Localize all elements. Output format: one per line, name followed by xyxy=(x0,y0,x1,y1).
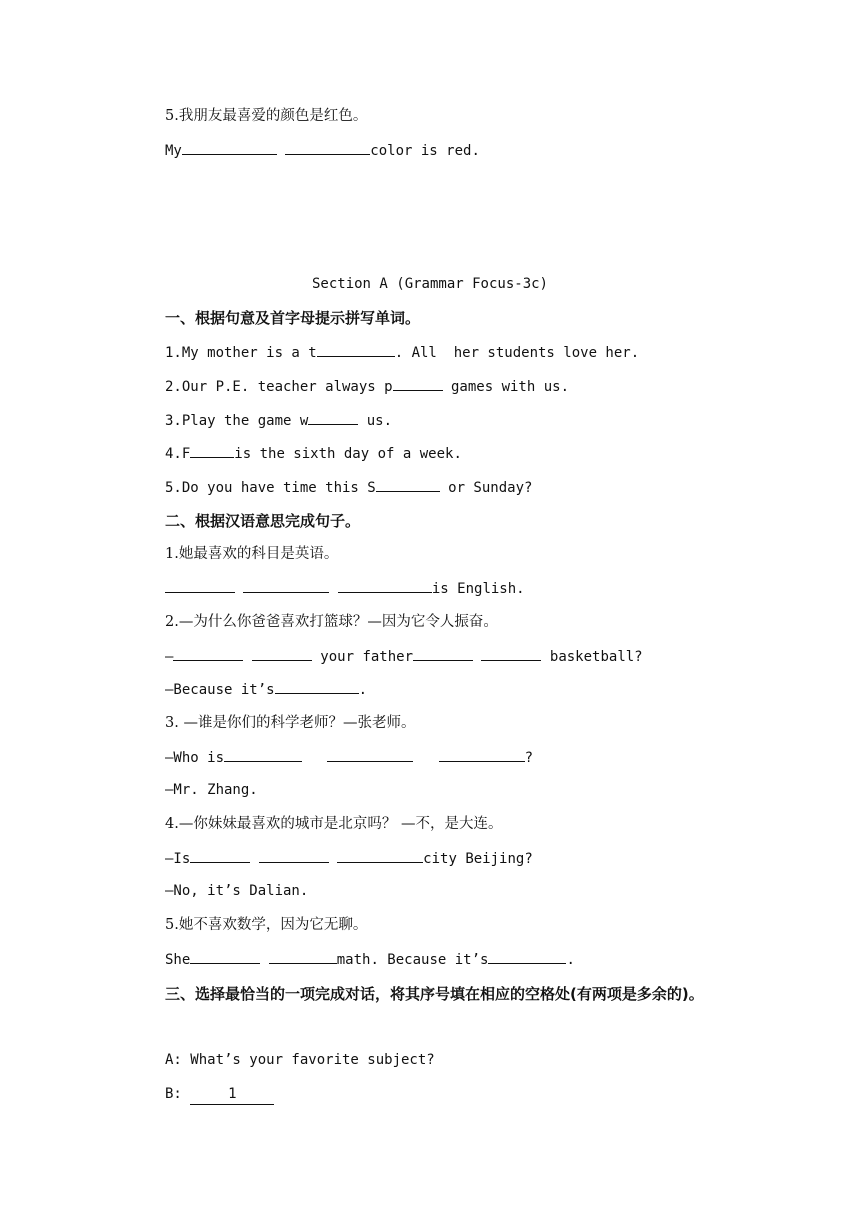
text: ? xyxy=(524,750,534,766)
section-title: Section A (Grammar Focus-3c) xyxy=(311,276,548,292)
part1-q4 xyxy=(165,443,462,464)
part2-heading: 二、根据汉语意思完成句子。 xyxy=(165,512,361,530)
answer-blank[interactable] xyxy=(337,848,423,863)
part2-q4-en xyxy=(165,848,533,869)
answer-blank[interactable] xyxy=(481,646,541,661)
text: is the sixth day of a week. xyxy=(234,446,462,462)
answer-blank[interactable] xyxy=(308,410,358,425)
part2-q3-en xyxy=(165,747,533,768)
text: She xyxy=(165,952,191,968)
text: 5.Do you have time this S xyxy=(165,480,376,496)
part2-q1-cn: 1.她最喜欢的科目是英语。 xyxy=(165,546,339,562)
text: 2.Our P.E. teacher always p xyxy=(165,379,393,395)
answer-blank[interactable] xyxy=(413,646,473,661)
text: 1.My mother is a t xyxy=(165,345,317,361)
text: . xyxy=(566,952,575,968)
part2-q1-en xyxy=(165,578,525,599)
part2-q5-cn: 5.她不喜欢数学，因为它无聊。 xyxy=(165,917,368,933)
text: —Is xyxy=(165,851,191,867)
answer-blank[interactable] xyxy=(190,848,250,863)
answer-blank[interactable] xyxy=(173,646,243,661)
q5-cn-text: 5.我朋友最喜爱的颜色是红色。 xyxy=(165,108,368,124)
answer-blank[interactable] xyxy=(317,342,395,357)
answer-blank[interactable] xyxy=(243,578,329,593)
answer-blank[interactable] xyxy=(327,747,413,762)
text: math. Because it’s xyxy=(336,952,489,968)
text: is English. xyxy=(431,581,525,597)
part1-q2 xyxy=(165,376,569,397)
q5-en-part-b: color is red. xyxy=(370,143,480,159)
part1-heading: 一、根据句意及首字母提示拼写单词。 xyxy=(165,309,421,327)
text: . xyxy=(358,682,368,698)
answer-blank[interactable] xyxy=(182,140,277,155)
text: . All her students love her. xyxy=(394,345,640,361)
answer-blank[interactable] xyxy=(393,376,443,391)
part2-q2-en xyxy=(165,646,643,667)
text: games with us. xyxy=(442,379,570,395)
part3-heading: 三、选择最恰当的一项完成对话，将其序号填在相应的空格处(有两项是多余的)。 xyxy=(165,985,704,1003)
text: or Sunday? xyxy=(439,480,533,496)
answer-blank[interactable] xyxy=(224,747,302,762)
answer-blank[interactable] xyxy=(285,140,370,155)
part2-q4-cn: 4.—你妹妹最喜欢的城市是北京吗？ —不，是大连。 xyxy=(165,816,503,832)
part2-q3-cn: 3. —谁是你们的科学老师？—张老师。 xyxy=(165,715,416,731)
answer-blank[interactable] xyxy=(439,747,525,762)
text: —Because it’s xyxy=(165,682,275,698)
text: basketball? xyxy=(541,649,643,665)
answer-blank[interactable] xyxy=(259,848,329,863)
text: 3.Play the game w xyxy=(165,413,309,429)
part2-q4-en2: —No, it’s Dalian. xyxy=(165,883,309,899)
text: city Beijing? xyxy=(423,851,533,867)
answer-blank[interactable] xyxy=(190,949,260,964)
text: us. xyxy=(358,413,393,429)
part1-q5 xyxy=(165,477,532,498)
text: — xyxy=(165,649,174,665)
text: —Who is xyxy=(165,750,225,766)
answer-blank[interactable] xyxy=(275,679,359,694)
answer-blank[interactable] xyxy=(252,646,312,661)
part2-q2-cn: 2.—为什么你爸爸喜欢打篮球？—因为它令人振奋。 xyxy=(165,614,498,630)
part1-q1 xyxy=(165,342,639,363)
text: B: xyxy=(165,1086,182,1102)
part3-b-line xyxy=(165,1084,274,1105)
q5-en-part-a: My xyxy=(165,143,182,159)
answer-blank[interactable] xyxy=(165,578,235,593)
part2-q5-en xyxy=(165,949,575,970)
answer-blank[interactable] xyxy=(190,443,234,458)
part1-q3 xyxy=(165,410,392,431)
answer-blank[interactable] xyxy=(488,949,566,964)
text: your father xyxy=(311,649,414,665)
part2-q3-en2: —Mr. Zhang. xyxy=(165,782,258,798)
part2-q2-en2 xyxy=(165,679,367,700)
text: 4.F xyxy=(165,446,191,462)
answer-blank[interactable] xyxy=(269,949,337,964)
part3-a-line: A: What’s your favorite subject? xyxy=(165,1052,435,1068)
numbered-blank[interactable]: 1 xyxy=(190,1084,274,1105)
answer-blank[interactable] xyxy=(338,578,432,593)
answer-blank[interactable] xyxy=(376,477,440,492)
q5-en-line xyxy=(165,140,480,161)
